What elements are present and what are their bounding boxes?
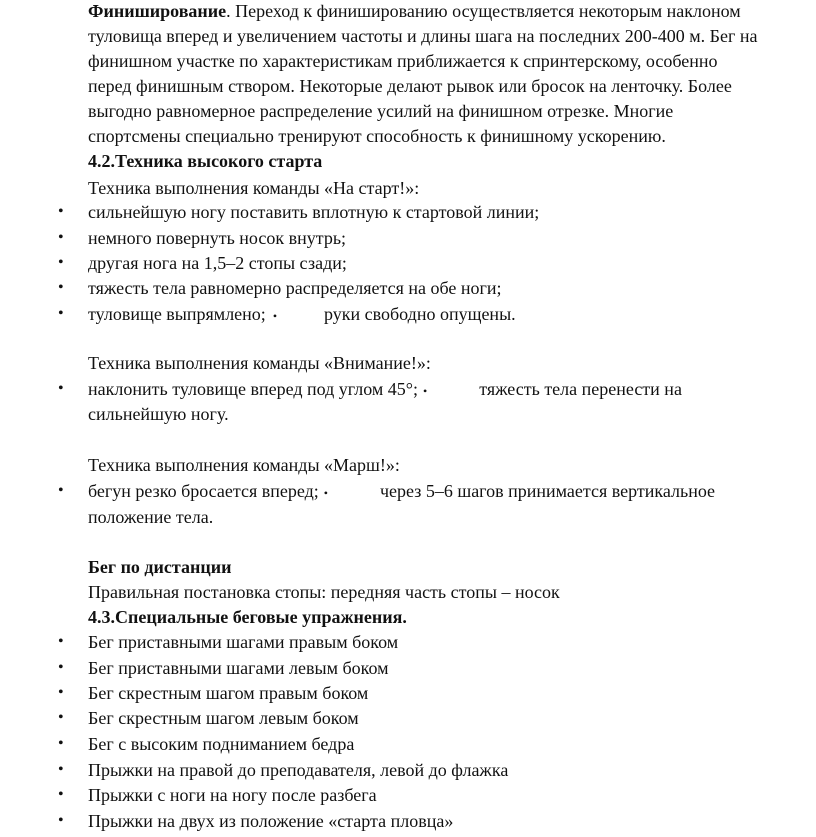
bullet-icon: • [58,709,64,726]
finishing-heading: Финиширование [88,1,227,21]
bullet-icon: • [58,482,64,499]
exercise-item-1: Бег приставными шагами правым боком [88,632,399,652]
bullet-icon: • [58,659,64,676]
command2-inline-item: тяжесть тела перенести на [479,379,682,399]
finishing-line-4: перед финишным створом. Некоторые делают рывок или бросок на ленточку. Более [88,76,732,96]
finishing-line-1 [88,0,741,22]
bullet-icon: • [58,203,64,220]
bullet-icon: • [58,279,64,296]
section-heading-high-start: 4.2.Техника высокого старта [88,151,323,171]
command3-item [88,480,715,504]
command2-continuation: сильнейшую ногу. [88,404,229,424]
bullet-icon: • [272,308,278,323]
command1-item-1: сильнейшую ногу поставить вплотную к стартовой линии; [88,202,540,222]
exercise-item-8: Прыжки на двух из положение «старта пловца» [88,811,454,831]
bullet-icon: • [423,383,428,398]
command1-title: Техника выполнения команды «На старт!»: [88,178,420,198]
command1-item-4: тяжесть тела равномерно распределяется на обе ноги; [88,278,502,298]
section-heading-distance: Бег по дистанции [88,557,232,577]
exercise-item-2: Бег приставными шагами левым боком [88,658,389,678]
bullet-icon: • [58,735,64,752]
exercise-item-5: Бег с высоким подниманием бедра [88,734,355,754]
bullet-icon: • [323,485,328,500]
command1-item-5-text: туловище выпрямлено; [88,304,266,324]
exercise-item-6: Прыжки на правой до преподавателя, левой до флажка [88,760,509,780]
command3-title: Техника выполнения команды «Марш!»: [88,455,400,475]
bullet-icon: • [58,812,64,829]
command3-continuation: положение тела. [88,507,214,527]
command1-inline-item: руки свободно опущены. [324,304,516,324]
bullet-icon: • [58,305,64,322]
exercise-item-4: Бег скрестным шагом левым боком [88,708,359,728]
command2-title: Техника выполнения команды «Внимание!»: [88,353,431,373]
bullet-icon: • [58,633,64,650]
bullet-icon: • [58,786,64,803]
command2-item-text: наклонить туловище вперед под углом 45°; [88,379,418,399]
bullet-icon: • [58,254,64,271]
finishing-line-5: выгодно равномерное распределение усилий на финишном отрезке. Многие [88,101,674,121]
finishing-line-3: финишном участке по характеристикам приближается к спринтерскому, особенно [88,51,718,71]
command1-item-2: немного повернуть носок внутрь; [88,228,347,248]
exercise-item-7: Прыжки с ноги на ногу после разбега [88,785,377,805]
bullet-icon: • [58,761,64,778]
finishing-text: . Переход к финишированию осуществляется некоторым наклоном [226,1,741,21]
bullet-icon: • [58,380,64,397]
exercise-item-3: Бег скрестным шагом правым боком [88,683,369,703]
command1-item-3: другая нога на 1,5–2 стопы сзади; [88,253,347,273]
bullet-icon: • [58,229,64,246]
command3-inline-item: через 5–6 шагов принимается вертикальное [379,481,716,501]
command1-item-5 [88,303,516,327]
command2-item [88,378,682,402]
finishing-line-6: спортсмены специально тренируют способность к финишному ускорению. [88,126,666,146]
command3-item-text: бегун резко бросается вперед; [88,481,319,501]
finishing-line-2: туловища вперед и увеличением частоты и длины шага на последних 200-400 м. Бег на [88,26,758,46]
bullet-icon: • [58,684,64,701]
section-heading-exercises: 4.3.Специальные беговые упражнения. [88,607,407,627]
distance-text: Правильная постановка стопы: передняя часть стопы – носок [88,582,560,602]
